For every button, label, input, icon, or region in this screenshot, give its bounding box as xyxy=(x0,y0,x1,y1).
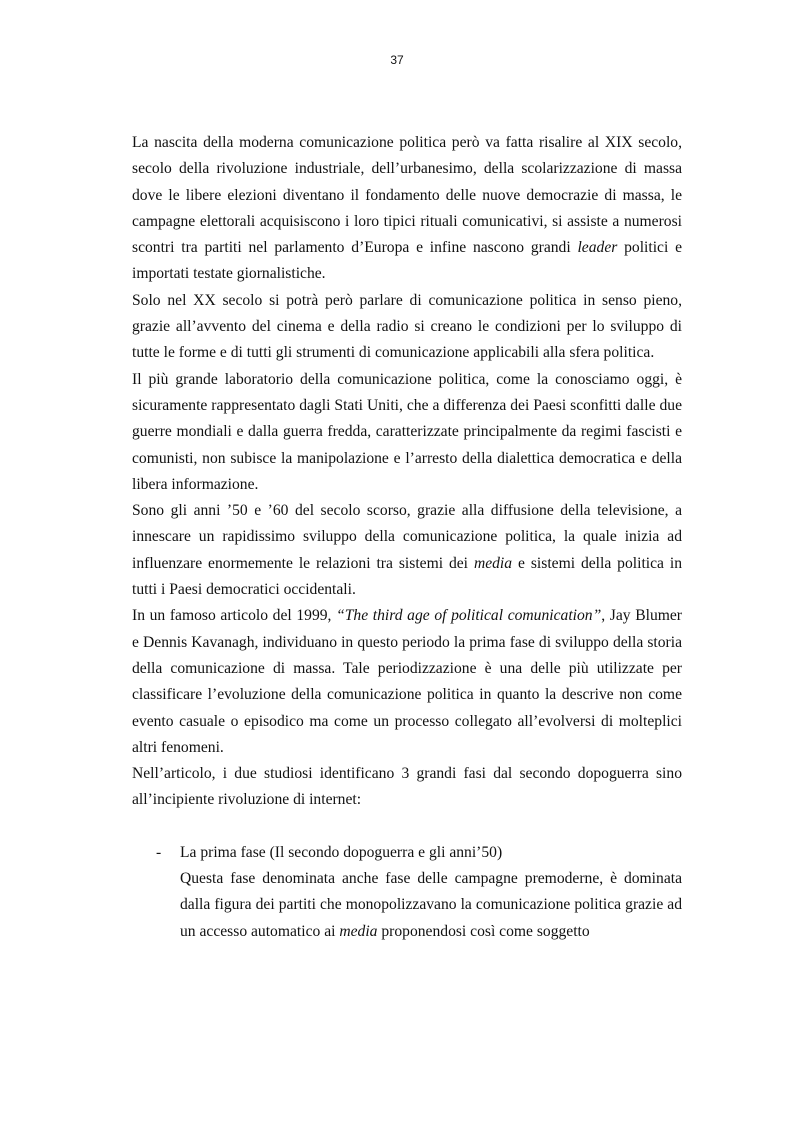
paragraph-4-text: Sono gli anni ’50 e ’60 del secolo scorso, grazie alla diffusione della televisione, a innescare un rapidissimo sviluppo della comunicazione politica, la quale inizia ad influenzare enormemente le relazioni tra sistemi dei xyxy=(132,502,682,572)
paragraph-6: Nell’articolo, i due studiosi identificano 3 grandi fasi dal secondo dopoguerra sino all’incipiente rivoluzione di internet: xyxy=(132,765,682,809)
article-title: “The third age of political comunication” xyxy=(336,607,602,625)
body-text xyxy=(132,130,682,945)
list-item-italic: media xyxy=(339,922,378,940)
paragraph-1-text: La nascita della moderna comunicazione politica però va fatta risalire al XIX secolo, secolo della rivoluzione industriale, dell’urbanesimo, della scolarizzazione di massa dove le libere elezioni diventano il fondamento delle nuove democrazie di massa, le campagne elettorali acquisiscono i loro tipici rituali comunicativi, si assiste a numerosi scontri tra partiti nel parlamento d’Europa e infine nascono grandi xyxy=(132,134,682,257)
list-item-body-end: proponendosi così come soggetto xyxy=(381,922,590,940)
paragraph-4-end: e sistemi della politica in tutti i Paesi democratici occidentali. xyxy=(132,554,682,599)
paragraph-5-text: In un famoso articolo del 1999, xyxy=(132,607,332,625)
paragraph-4-italic: media xyxy=(473,554,513,572)
bullet-dash: - xyxy=(156,843,162,861)
paragraph-4 xyxy=(132,498,682,603)
paragraph-1 xyxy=(132,130,682,288)
list-item-body-text: Questa fase denominata anche fase delle campagne premoderne, è dominata dalla figura dei partiti che monopolizzavano la comunicazione politica grazie ad un accesso automatico ai xyxy=(180,870,682,940)
paragraph-2: Solo nel XX secolo si potrà però parlare di comunicazione politica in senso pieno, grazie all’avvento del cinema e della radio si creano le condizioni per lo sviluppo di tutte le forme e di tutti gli strumenti di comunicazione applicabili alla sfera politica. xyxy=(132,291,682,362)
paragraph-3: Il più grande laboratorio della comunicazione politica, come la conosciamo oggi, è sicuramente rappresentato dagli Stati Uniti, che a differenza dei Paesi sconfitti dalle due guerre mondiali e dalla guerra fredda, caratterizzate principalmente da regimi fascisti e comunisti, non subisce la manipolazione e l’arresto della dialettica democratica e della libera informazione. xyxy=(132,370,682,493)
paragraph-5 xyxy=(132,603,682,761)
list-item-heading: La prima fase (Il secondo dopoguerra e gli anni’50) xyxy=(180,843,503,861)
paragraph-5-end: , Jay Blumer e Dennis Kavanagh, individuano in questo periodo la prima fase di sviluppo della storia della comunicazione di massa. Tale periodizzazione è una delle più utilizzate per classificare l’evoluzione della comunicazione politica in quanto la descrive non come evento casuale o episodico ma come un processo collegato all’evolversi di molteplici altri fenomeni. xyxy=(132,607,682,756)
list-item-body xyxy=(180,866,682,945)
list-item xyxy=(132,840,682,945)
paragraph-1-end: politici e importati testate giornalistiche. xyxy=(132,239,682,283)
paragraph-1-italic: leader xyxy=(577,239,618,257)
page-number: 37 xyxy=(390,53,404,67)
